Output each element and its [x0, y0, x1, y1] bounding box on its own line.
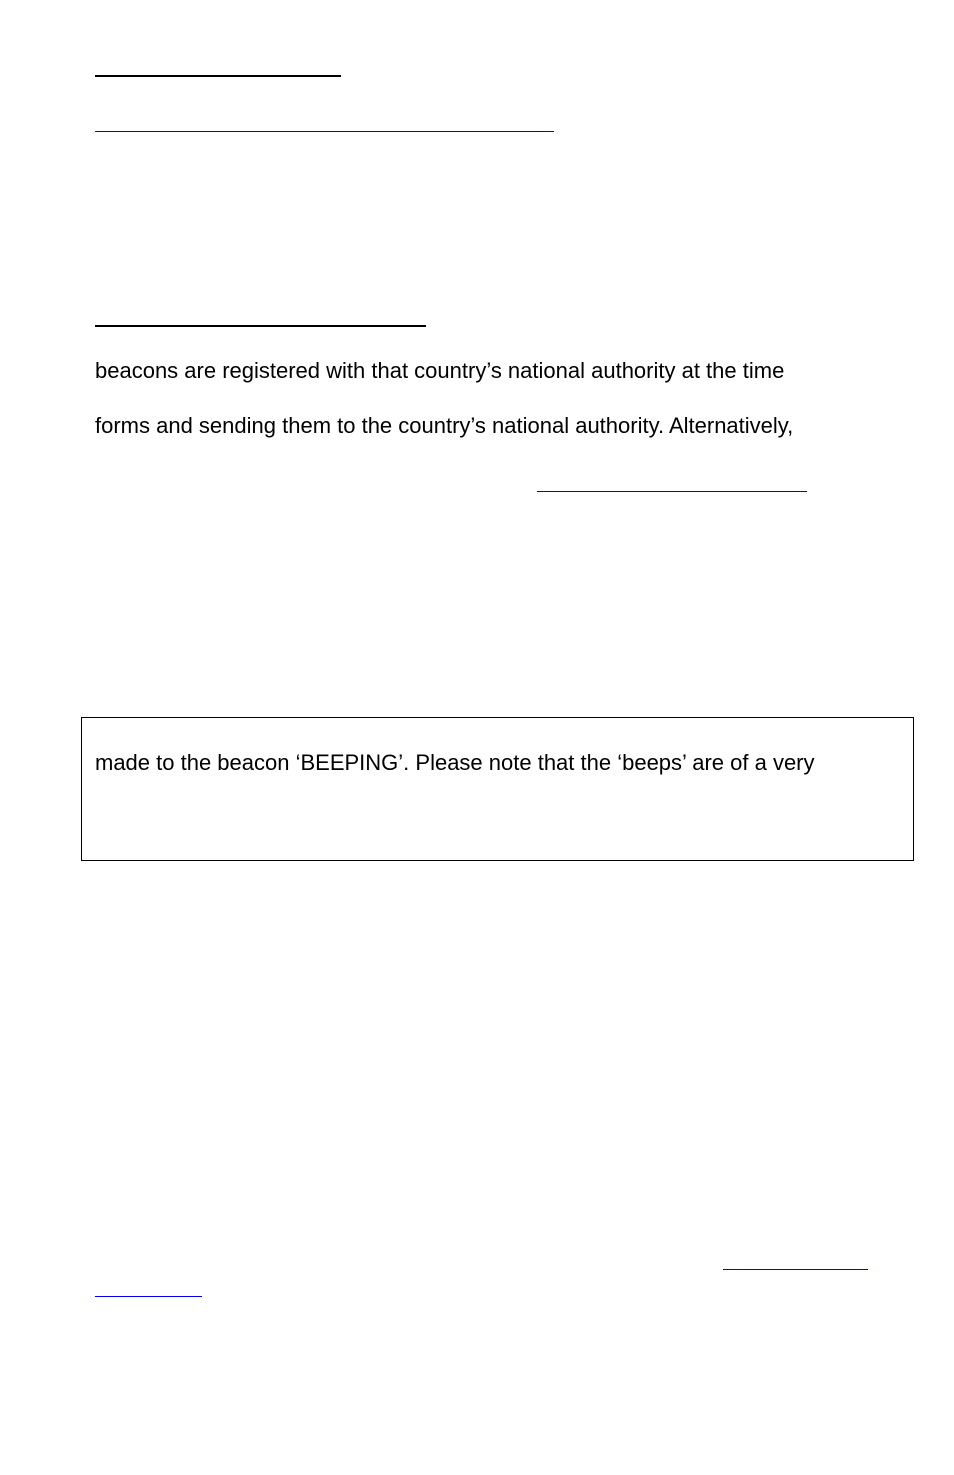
hyperlink-underline-2[interactable] — [537, 491, 807, 492]
hyperlink-underline-3b[interactable] — [95, 1296, 202, 1297]
callout-line: made to the beacon ‘BEEPING’. Please note that the ‘beeps’ are of a very — [95, 750, 815, 775]
hyperlink-underline-3a[interactable] — [723, 1269, 868, 1270]
heading-underline-1 — [95, 75, 341, 77]
hyperlink-underline-1[interactable] — [95, 131, 554, 132]
paragraph-line: forms and sending them to the country’s national authority. Alternatively, — [95, 413, 794, 438]
paragraph-line: beacons are registered with that country’s national authority at the time — [95, 358, 785, 383]
callout-box — [81, 717, 914, 861]
heading-underline-2 — [95, 325, 426, 327]
